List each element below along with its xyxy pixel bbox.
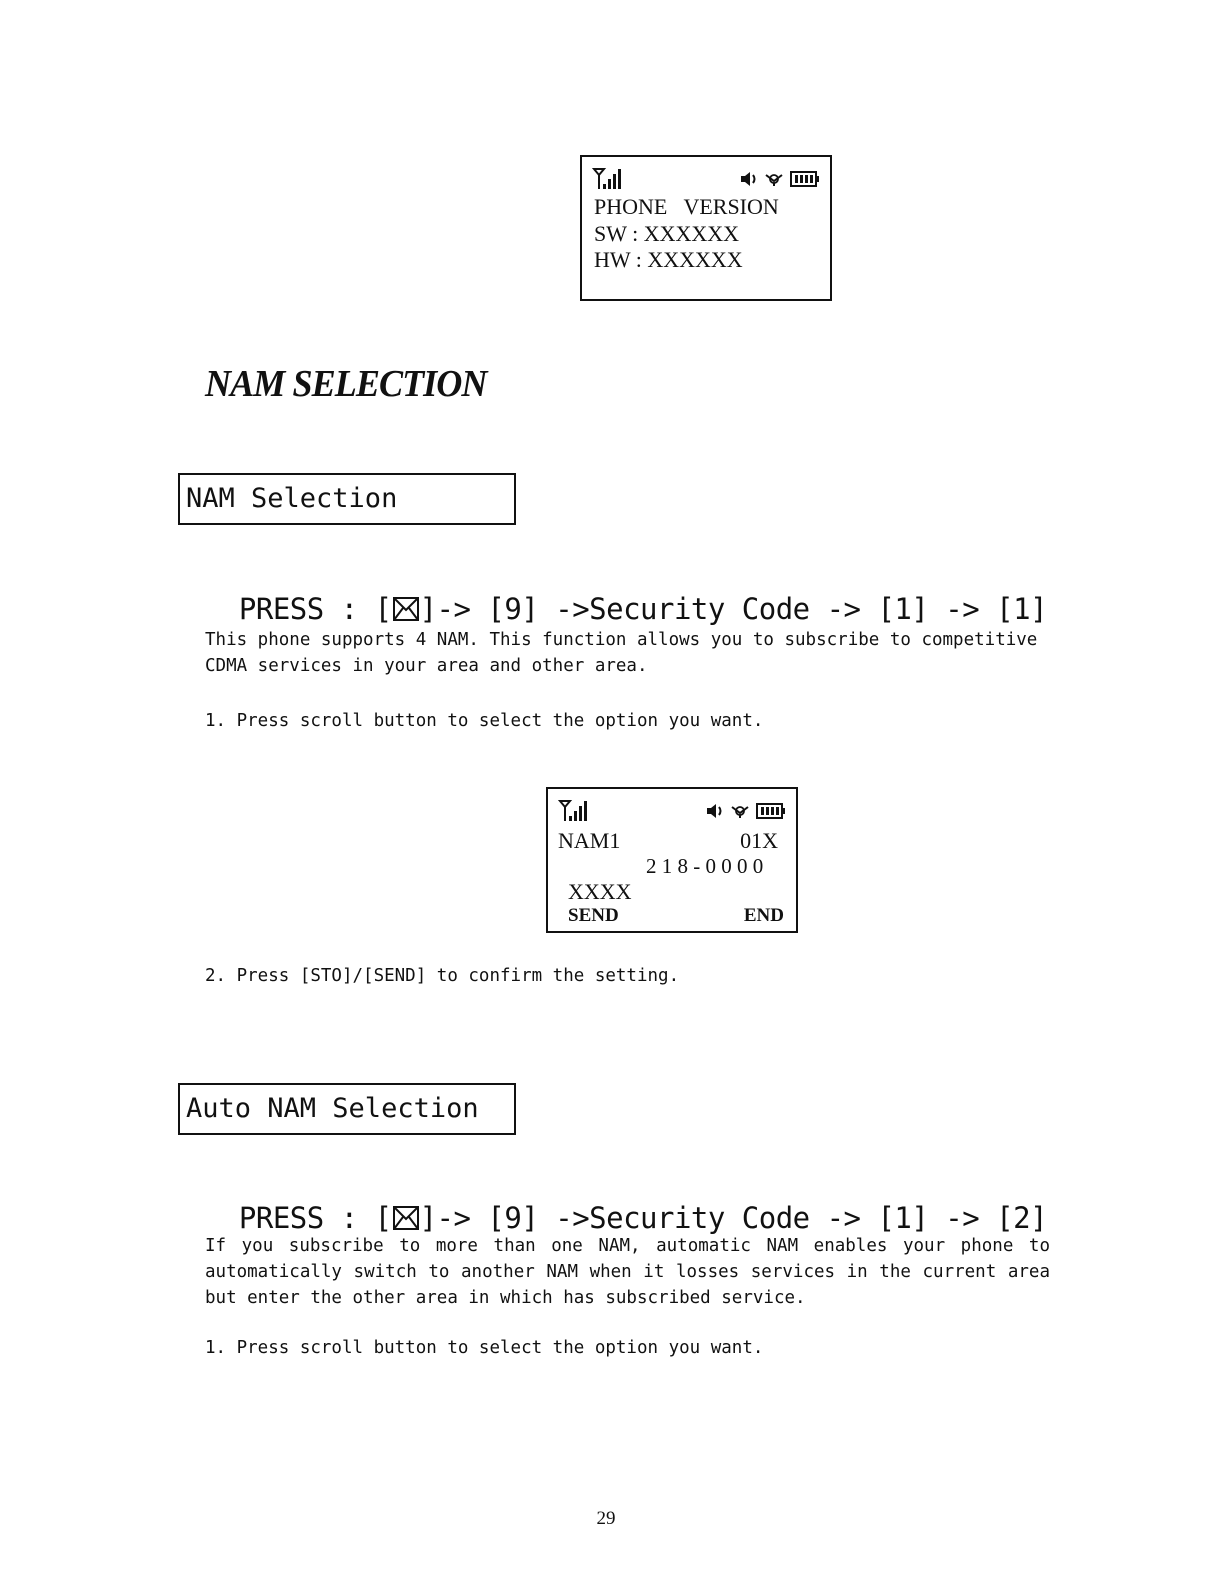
- nam-selection-press-sequence: [205, 558, 1047, 626]
- screen-nam-value: XXXX: [568, 879, 632, 904]
- speaker-icon: [740, 171, 758, 187]
- screen-nam-label: NAM1: [558, 828, 621, 853]
- press-suffix: ]-> [9] ->Security Code -> [1] -> [2]: [419, 1201, 1048, 1235]
- speaker-icon: [706, 803, 724, 819]
- signal-strength-icon: [592, 167, 628, 191]
- vibrate-icon: [730, 803, 750, 819]
- screen-soft-key-end: END: [743, 905, 784, 926]
- nam-selection-label: NAM Selection: [186, 483, 398, 514]
- screen-line-title: PHONE VERSION: [594, 194, 779, 219]
- screen-line-sw: SW : XXXXXX: [594, 221, 740, 246]
- status-bar: [558, 799, 786, 825]
- press-suffix: ]-> [9] ->Security Code -> [1] -> [1]: [419, 592, 1048, 626]
- screen-nam-number: 2 1 8 - 0 0 0 0: [646, 854, 764, 878]
- vibrate-icon: [764, 171, 784, 187]
- page-number: 29: [596, 1508, 616, 1529]
- screen-soft-key-send: SEND: [568, 905, 619, 926]
- nam-selection-description: This phone supports 4 NAM. This function allows you to subscribe to competitive CDMA services in your area and other area.: [205, 630, 1038, 676]
- battery-icon: [790, 171, 820, 187]
- signal-strength-icon: [558, 799, 594, 823]
- screen-line-hw: HW : XXXXXX: [594, 247, 743, 272]
- nam-selection-heading: [178, 473, 516, 525]
- status-bar: [592, 167, 820, 193]
- auto-nam-selection-press-sequence: [205, 1167, 1047, 1235]
- auto-nam-selection-step-1: 1. Press scroll button to select the option you want.: [205, 1338, 764, 1358]
- press-prefix: PRESS : [: [238, 1201, 392, 1235]
- envelope-icon: [392, 1205, 420, 1231]
- auto-nam-selection-heading: [178, 1083, 516, 1135]
- battery-icon: [756, 803, 786, 819]
- nam-selection-screen: [546, 787, 798, 933]
- phone-version-screen: [580, 155, 832, 301]
- auto-nam-selection-description: If you subscribe to more than one NAM, automatic NAM enables your phone to automatically switch to another NAM when it losses services in the current area but enter the other area in which has subscribed service.: [205, 1236, 1050, 1308]
- envelope-icon: [392, 596, 420, 622]
- nam-selection-step-2: 2. Press [STO]/[SEND] to confirm the setting.: [205, 966, 680, 986]
- screen-nam-code: 01X: [740, 828, 778, 853]
- auto-nam-selection-label: Auto NAM Selection: [186, 1093, 479, 1124]
- press-prefix: PRESS : [: [238, 592, 392, 626]
- section-title: NAM SELECTION: [205, 363, 487, 405]
- nam-selection-step-1: 1. Press scroll button to select the option you want.: [205, 711, 764, 731]
